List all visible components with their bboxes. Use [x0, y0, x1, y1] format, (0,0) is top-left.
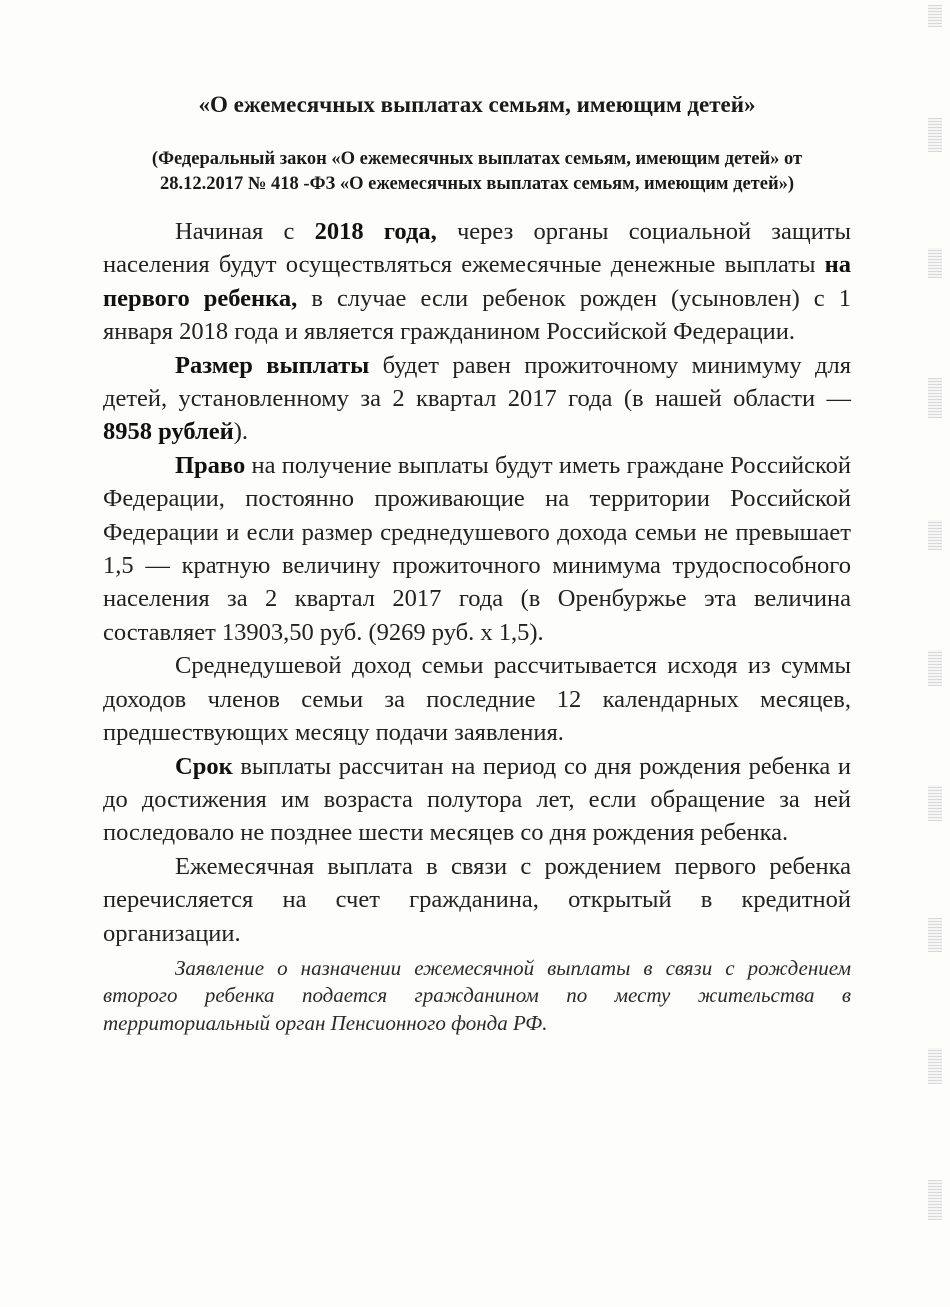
scan-artifact — [928, 248, 942, 278]
text-span: на получение выплаты будут иметь граждане Российской Федерации, постоянно проживающие на территории Российской Федерации и если размер среднедушевого дохода семьи не превышает 1,5 — кратную величину прожиточного минимума трудоспособного населения за 2 квартал 2017 года (в Оренбуржье эта величина составляет 13903,50 руб. (9269 руб. х 1,5). — [103, 451, 851, 646]
bold-span: на первого ребенка, — [103, 251, 851, 312]
bold-span: Размер выплаты — [175, 351, 370, 379]
scan-artifact — [928, 1048, 942, 1084]
document-subtitle: (Федеральный закон «О ежемесячных выплатах семьям, имеющим детей» от 28.12.2017 № 418 -ФЗ «О ежемесячных выплатах семьям, имеющим детей») — [151, 149, 803, 194]
bold-span: 2018 года, — [314, 218, 437, 245]
text-span: выплаты рассчитан на период со дня рождения ребенка и до достижения им возраста полутора лет, если обращение за ней последовало не позднее шести месяцев со дня рождения ребенка. — [103, 752, 851, 847]
paragraph-income-calculation: Среднедушевой доход семьи рассчитывается исходя из суммы доходов членов семьи за последние 12 календарных месяцев, предшествующих месяцу подачи заявления. — [103, 652, 851, 747]
document-title: «О ежемесячных выплатах семьям, имеющим детей» — [198, 92, 756, 117]
scan-artifact — [928, 5, 942, 27]
paragraph-eligibility — [103, 449, 851, 649]
bold-span: 8958 рублей — [103, 418, 234, 446]
paragraph-payment-amount — [103, 349, 851, 449]
bold-span: Срок — [175, 752, 233, 780]
paragraph-payment-transfer: Ежемесячная выплата в связи с рождением первого ребенка перечисляется на счет гражданина, открытый в кредитной организации. — [103, 852, 851, 947]
bold-span: Право — [175, 451, 246, 479]
scan-artifact — [928, 785, 942, 821]
paragraph-start-date — [103, 215, 851, 349]
text-span: будет равен прожиточному минимуму для детей, установленному за 2 квартал 2017 года (в нашей области — — [103, 351, 851, 413]
paragraph-payment-term — [103, 750, 851, 850]
italic-note: Заявление о назначении ежемесячной выплаты в связи с рождением второго ребенка подается гражданином по месту жительства в территориальный орган Пенсионного фонда РФ. — [103, 955, 851, 1035]
text-span: Начиная с — [175, 218, 315, 245]
document-body — [103, 90, 851, 1037]
text-span: через органы социальной защиты населения будут осуществляться ежемесячные денежные выплаты — [103, 218, 851, 279]
scan-artifact — [928, 118, 942, 152]
scan-artifact — [928, 650, 942, 686]
main-text — [103, 215, 851, 1037]
text-span: в случае если ребенок рожден (усыновлен) с 1 января 2018 года и является гражданином Российской Федерации. — [103, 284, 851, 346]
scan-artifact — [928, 520, 942, 550]
scan-artifact — [928, 1180, 942, 1220]
scan-artifact — [928, 378, 942, 418]
text-span: ). — [233, 418, 249, 446]
scan-artifact — [928, 918, 942, 952]
